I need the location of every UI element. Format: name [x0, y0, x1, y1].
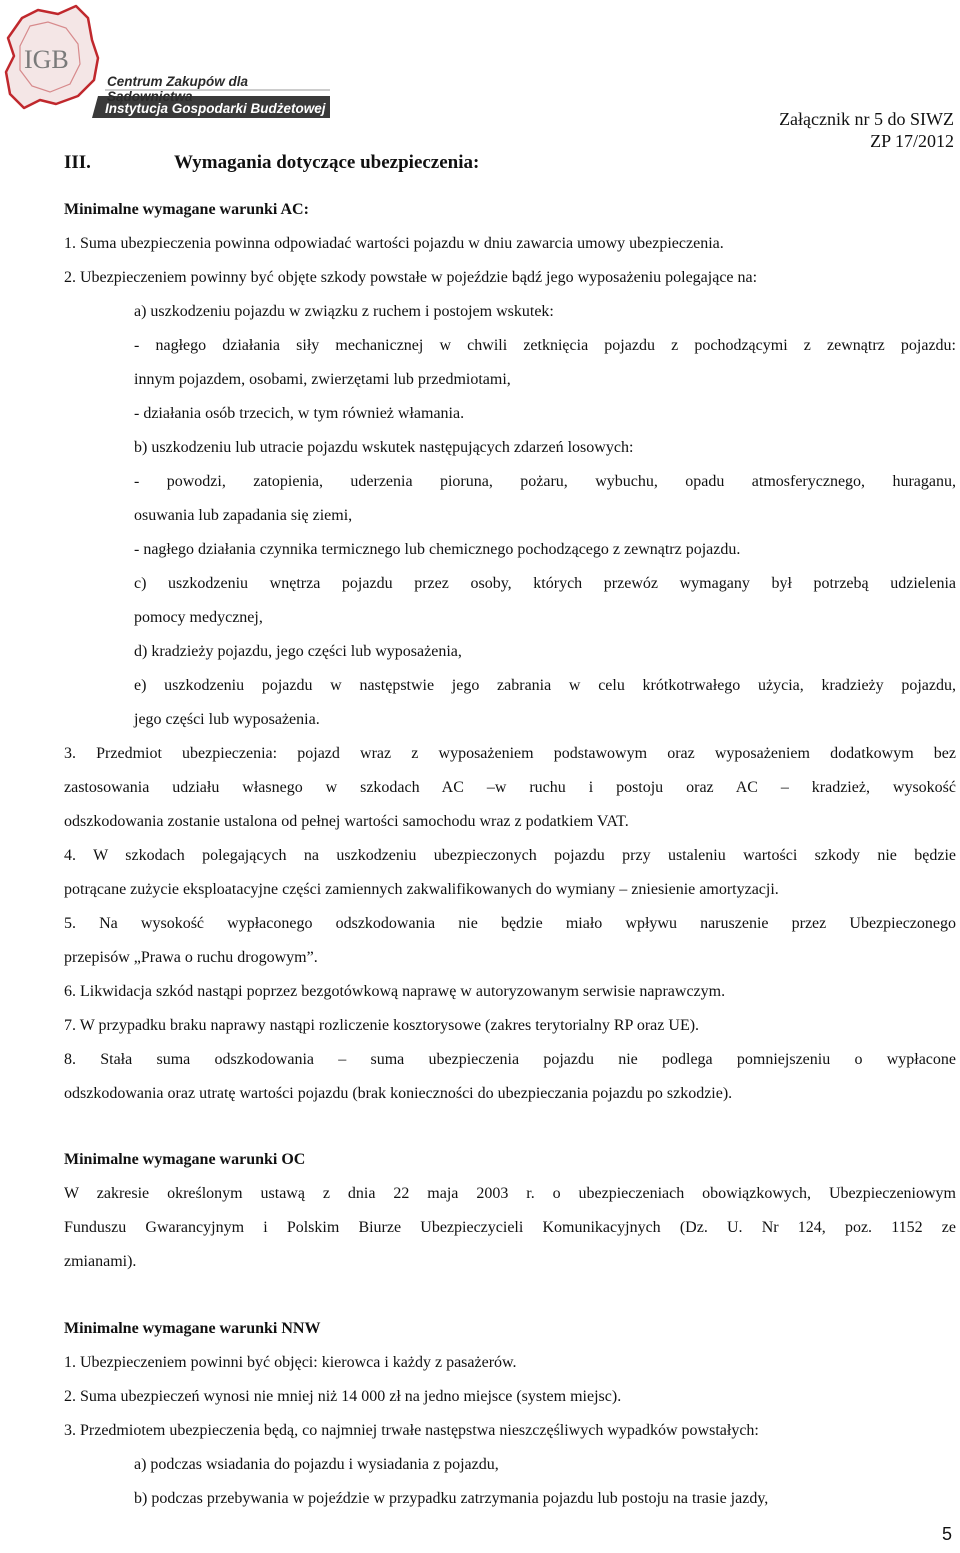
ac-line: - nagłego działania siły mechanicznej w chwili zetknięcia pojazdu z pochodzącymi z zewnątrz pojazdu: — [134, 337, 956, 354]
ac-line: 8. Stała suma odszkodowania – suma ubezpieczenia pojazdu nie podlega pomniejszeniu o wypłacone — [64, 1051, 956, 1068]
ac-line: zastosowania udziału własnego w szkodach AC –w ruchu i postoju oraz AC – kradzież, wysokość — [64, 779, 956, 796]
ac-line: jego części lub wyposażenia. — [134, 711, 320, 728]
ac-line: - działania osób trzecich, w tym również włamania. — [134, 405, 465, 422]
oc-line: Funduszu Gwarancyjnym i Polskim Biurze Ubezpieczycieli Komunikacyjnych (Dz. U. Nr 124, poz. 1152 ze — [64, 1219, 956, 1236]
nnw-line: 1. Ubezpieczeniem powinni być objęci: kierowca i każdy z pasażerów. — [64, 1354, 517, 1371]
ac-line: b) uszkodzeniu lub utracie pojazdu wskutek następujących zdarzeń losowych: — [134, 439, 634, 456]
ac-section — [64, 193, 956, 1111]
ac-line: 5. Na wysokość wypłaconego odszkodowania nie będzie miało wpływu naruszenie przez Ubezpieczonego — [64, 915, 956, 932]
ac-line: przepisów „Prawa o ruchu drogowym”. — [64, 949, 318, 966]
nnw-line: b) podczas przebywania w pojeździe w przypadku zatrzymania pojazdu lub postoju na trasie jazdy, — [134, 1490, 769, 1507]
ac-line: 4. W szkodach polegających na uszkodzeniu ubezpieczonych pojazdu przy ustaleniu wartości szkody nie będzie — [64, 847, 956, 864]
ac-line: odszkodowania oraz utratę wartości pojazdu (brak konieczności do ubezpieczania pojazdu po szkodzie). — [64, 1085, 733, 1102]
ac-line: a) uszkodzeniu pojazdu w związku z ruchem i postojem wskutek: — [134, 303, 554, 320]
reference-number: ZP 17/2012 — [870, 131, 954, 151]
ac-line: osuwania lub zapadania się ziemi, — [134, 507, 353, 524]
oc-line: W zakresie określonym ustawą z dnia 22 maja 2003 r. o ubezpieczeniach obowiązkowych, Ubezpieczeniowym — [64, 1185, 956, 1202]
page-number: 5 — [941, 1524, 952, 1544]
ac-line: innym pojazdem, osobami, zwierzętami lub przedmiotami, — [134, 371, 511, 388]
ac-line: 3. Przedmiot ubezpieczenia: pojazd wraz z wyposażeniem podstawowym oraz wyposażeniem dodatkowym bez — [64, 745, 956, 762]
oc-heading: Minimalne wymagane warunki OC — [64, 1151, 306, 1168]
org-subname: Instytucja Gospodarki Budżetowej — [105, 101, 326, 116]
oc-section — [64, 1143, 956, 1279]
oc-line: zmianami). — [64, 1253, 137, 1270]
section-title — [64, 152, 479, 174]
ac-line: e) uszkodzeniu pojazdu w następstwie jego zabrania w celu krótkotrwałego użycia, kradzieży pojazdu, — [134, 677, 956, 694]
ac-line: - nagłego działania czynnika termicznego lub chemicznego pochodzącego z zewnątrz pojazdu. — [134, 541, 741, 558]
org-name: Centrum Zakupów dla Sądownictwa — [107, 74, 249, 104]
logo-letters: IGB — [24, 45, 69, 74]
attachment-label: Załącznik nr 5 do SIWZ — [779, 109, 954, 129]
attachment-info — [779, 108, 954, 152]
ac-line: potrącane zużycie eksploatacyjne części zamiennych zakwalifikowanych do wymiany – zniesienie amortyzacji. — [64, 881, 779, 898]
ac-line: - powodzi, zatopienia, uderzenia pioruna, pożaru, wybuchu, opadu atmosferycznego, huraganu, — [134, 473, 956, 490]
ac-heading: Minimalne wymagane warunki AC: — [64, 201, 309, 218]
nnw-line: 3. Przedmiotem ubezpieczenia będą, co najmniej trwałe następstwa nieszczęśliwych wypadków powstałych: — [64, 1422, 759, 1439]
ac-line: pomocy medycznej, — [134, 609, 263, 626]
ac-line: 2. Ubezpieczeniem powinny być objęte szkody powstałe w pojeździe bądź jego wyposażeniu polegające na: — [64, 269, 758, 286]
ac-line: odszkodowania zostanie ustalona od pełnej wartości samochodu wraz z podatkiem VAT. — [64, 813, 629, 830]
ac-line: 1. Suma ubezpieczenia powinna odpowiadać wartości pojazdu w dniu zawarcia umowy ubezpieczenia. — [64, 235, 724, 252]
section-number: III. — [64, 152, 91, 173]
ac-line: c) uszkodzeniu wnętrza pojazdu przez osoby, których przewóz wymagany był potrzebą udzielenia — [134, 575, 956, 592]
nnw-line: 2. Suma ubezpieczeń wynosi nie mniej niż 14 000 zł na jedno miejsce (system miejsc). — [64, 1388, 622, 1405]
nnw-section — [64, 1312, 956, 1516]
section-heading: Wymagania dotyczące ubezpieczenia: — [174, 152, 480, 173]
ac-line: 7. W przypadku braku naprawy nastąpi rozliczenie kosztorysowe (zakres terytorialny RP oraz UE). — [64, 1017, 700, 1034]
nnw-line: a) podczas wsiadania do pojazdu i wysiadania z pojazdu, — [134, 1456, 499, 1473]
logo — [0, 0, 330, 125]
nnw-heading: Minimalne wymagane warunki NNW — [64, 1320, 321, 1337]
ac-line: d) kradzieży pojazdu, jego części lub wyposażenia, — [134, 643, 462, 660]
ac-line: 6. Likwidacja szkód nastąpi poprzez bezgotówkową naprawę w autoryzowanym serwisie naprawczym. — [64, 983, 726, 1000]
